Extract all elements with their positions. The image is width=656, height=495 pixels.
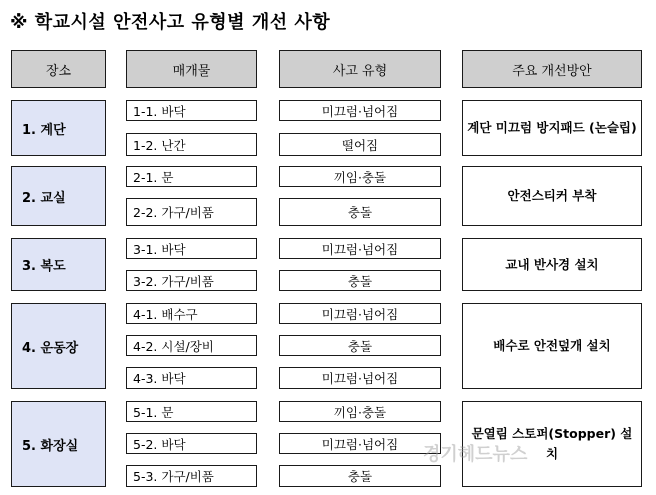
place-hallway: 3. 복도	[11, 238, 106, 291]
medium-3-1: 3-1. 바닥	[126, 238, 257, 259]
header-accident-type: 사고 유형	[279, 50, 441, 88]
type-4-3: 미끄럼·넘어짐	[279, 367, 441, 389]
place-classroom: 2. 교실	[11, 166, 106, 226]
medium-4-3: 4-3. 바닥	[126, 367, 257, 389]
improvement-1: 계단 미끄럼 방지패드 (논슬립)	[462, 100, 642, 156]
place-restroom: 5. 화장실	[11, 401, 106, 487]
type-2-2: 충돌	[279, 198, 441, 226]
header-medium: 매개물	[126, 50, 257, 88]
header-place: 장소	[11, 50, 106, 88]
medium-4-1: 4-1. 배수구	[126, 303, 257, 324]
watermark-text: 경기헤드뉴스	[423, 444, 528, 465]
improvement-3: 교내 반사경 설치	[462, 238, 642, 291]
type-3-1: 미끄럼·넘어짐	[279, 238, 441, 259]
improvement-5: 문열림 스토퍼(Stopper) 설치	[462, 401, 642, 487]
medium-5-2: 5-2. 바닥	[126, 433, 257, 454]
medium-1-1: 1-1. 바닥	[126, 100, 257, 121]
type-1-2: 떨어짐	[279, 133, 441, 156]
improvement-4: 배수로 안전덮개 설치	[462, 303, 642, 389]
place-stairs: 1. 계단	[11, 100, 106, 156]
type-1-1: 미끄럼·넘어짐	[279, 100, 441, 121]
page-title: ※ 학교시설 안전사고 유형별 개선 사항	[10, 12, 331, 33]
type-5-1: 끼임·충돌	[279, 401, 441, 422]
type-3-2: 충돌	[279, 270, 441, 291]
type-4-1: 미끄럼·넘어짐	[279, 303, 441, 324]
type-5-3: 충돌	[279, 465, 441, 487]
type-5-2: 미끄럼·넘어짐	[279, 433, 441, 454]
improvement-2: 안전스티커 부착	[462, 166, 642, 226]
medium-2-2: 2-2. 가구/비품	[126, 198, 257, 226]
medium-4-2: 4-2. 시설/장비	[126, 335, 257, 356]
medium-5-3: 5-3. 가구/비품	[126, 465, 257, 487]
place-playground: 4. 운동장	[11, 303, 106, 389]
medium-5-1: 5-1. 문	[126, 401, 257, 422]
type-2-1: 끼임·충돌	[279, 166, 441, 187]
medium-1-2: 1-2. 난간	[126, 133, 257, 156]
header-improvement: 주요 개선방안	[462, 50, 642, 88]
type-4-2: 충돌	[279, 335, 441, 356]
medium-2-1: 2-1. 문	[126, 166, 257, 187]
medium-3-2: 3-2. 가구/비품	[126, 270, 257, 291]
